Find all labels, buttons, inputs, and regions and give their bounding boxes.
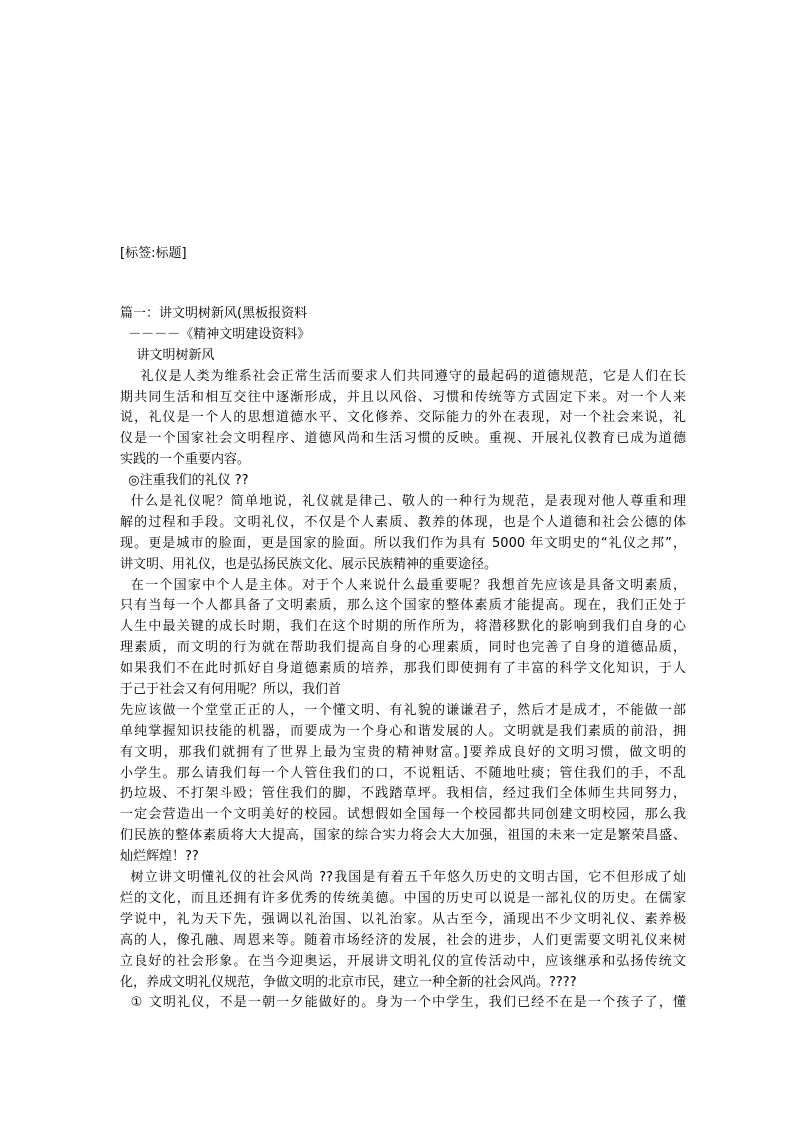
body-line: 化，养成文明礼仪规范，争做文明的北京市民，建立一种全新的社会风尚。???? [120,974,577,990]
body-line: 在一个国家中个人是主体。对于个人来说什么最重要呢？我想首先应该是具备文明素质， [120,577,686,593]
body-line: 只有当每一个人都具备了文明素质，那么这个国家的整体素质才能提高。现在，我们正处于 [120,598,686,614]
body-line: 人生中最关键的成长时期，我们在这个时期的所作所为，将潜移默化的影响到我们自身的心 [120,619,686,635]
body-line: 什么是礼仪呢？简单地说，礼仪就是律己、敬人的一种行为规范，是表现对他人尊重和理 [120,494,686,510]
body-line: ① 文明礼仪，不是一朝一夕能做好的。身为一个中学生，我们已经不在是一个孩子了，懂 [120,995,686,1011]
body-line: 一定会营造出一个文明美好的校园。试想假如全国每一个校园都共同创建文明校园，那么我 [120,807,686,823]
body-line: 期共同生活和相互交往中逐渐形成，并且以风俗、习惯和传统等方式固定下来。对一个人来 [120,389,686,405]
body-line: 仪是一个国家社会文明程序、道德风尚和生活习惯的反映。重视、开展礼仪教育已成为道德 [120,431,686,447]
body-line: 实践的一个重要内容。 [120,452,251,468]
body-line: 于己于社会又有何用呢？所以，我们首 [120,682,342,698]
body-line: 树立讲文明懂礼仪的社会风尚 ??我国是有着五千年悠久历史的文明古国，它不但形成了灿 [120,870,686,886]
body-line: 礼仪是人类为维系社会正常生活而要求人们共同遵守的最起码的道德规范，它是人们在长 [120,368,686,384]
body-line: 们民族的整体素质将大大提高，国家的综合实力将会大大加强，祖国的未来一定是繁荣昌盛、 [120,828,686,844]
body-line: 烂的文化，而且还拥有许多优秀的传统美德。中国的历史可以说是一部礼仪的历史。在儒家 [120,890,686,906]
body-line: －－－－《精神文明建设资料》 [120,326,311,342]
body-line: 解的过程和手段。文明礼仪，不仅是个人素质、教养的体现，也是个人道德和社会公德的体 [120,514,686,530]
body-line: 讲文明树新风 [120,347,215,363]
body-line: 灿烂辉煌！?? [120,849,199,865]
body-line: 小学生。那么请我们每一个人管住我们的口，不说粗话、不随地吐痰；管住我们的手，不乱 [120,765,686,781]
body-line: 理素质，而文明的行为就在帮助我们提高自身的心理素质，同时也完善了自身的道德品质， [120,640,686,656]
body-line: 说，礼仪是一个人的思想道德水平、文化修养、交际能力的外在表现，对一个社会来说，礼 [120,410,686,426]
body-line: 现。更是城市的脸面，更是国家的脸面。所以我们作为具有 5000 年文明史的“礼仪之邦”， [120,535,686,551]
title-tag: [标签:标题] [120,246,187,261]
body-line: 学说中，礼为天下先，强调以礼治国、以礼治家。从古至今，涌现出不少文明礼仪、素养极 [120,911,686,927]
body-line: 讲文明、用礼仪，也是弘扬民族文化、展示民族精神的重要途径。 [120,556,498,572]
document-body [120,304,686,1014]
body-line: 立良好的社会形象。在当今迎奥运，开展讲文明礼仪的宣传活动中，应该继承和弘扬传统文 [120,953,686,969]
body-line: ◎注重我们的礼仪 ?? [120,473,249,489]
body-line: 先应该做一个堂堂正正的人，一个懂文明、有礼貌的谦谦君子，然后才是成才，不能做一部 [120,702,686,718]
body-line: 单纯掌握知识技能的机器，而要成为一个身心和谐发展的人。文明就是我们素质的前沿，拥 [120,723,686,739]
body-line: 高的人，像孔融、周恩来等。随着市场经济的发展，社会的进步，人们更需要文明礼仪来树 [120,932,686,948]
body-line: 有文明，那我们就拥有了世界上最为宝贵的精神财富。]要养成良好的文明习惯，做文明的 [120,744,686,760]
body-line: 如果我们不在此时抓好自身道德素质的培养，那我们即使拥有了丰富的科学文化知识，于人 [120,661,686,677]
body-line: 篇一：讲文明树新风(黑板报资料 [120,306,308,321]
body-line: 扔垃圾、不打架斗殴；管住我们的脚，不践踏草坪。我相信，经过我们全体师生共同努力， [120,786,686,802]
